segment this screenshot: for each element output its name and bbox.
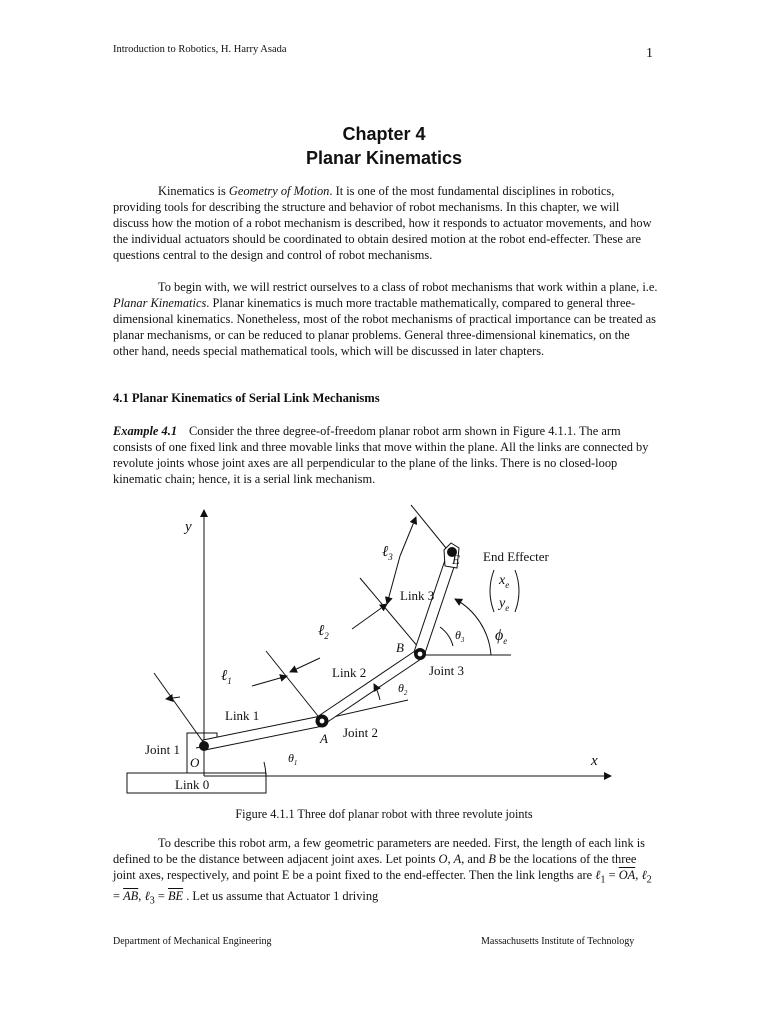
running-header: Introduction to Robotics, H. Harry Asada xyxy=(113,44,287,55)
term-geometry-of-motion: Geometry of Motion xyxy=(228,184,330,198)
link0-label: Link 0 xyxy=(175,777,210,792)
link3-body xyxy=(414,557,456,656)
l3-label: ℓ$_3$ xyxy=(382,544,393,562)
term-planar-kinematics: Planar Kinematics xyxy=(113,296,207,310)
theta2-label: $\theta_2$ xyxy=(398,681,408,697)
paragraph-3: To describe this robot arm, a few geometric parameters are needed. First, the length of each link is defined to be the distance between adjacent joint axes. Let points O, A, and B be the locations of the three joint axes, respectively, and point E be a point fixed to the end-effecter. Then the link lengths are ℓ$_1$ = $\overline{OA}$, ℓ$_2$ = $\overline{AB}$, ℓ$_3$ = $\overline{BE}$ . Let us assume that Actuator 1 driving xyxy=(113,836,652,907)
link2-label: Link 2 xyxy=(332,665,367,680)
joint1-circle xyxy=(199,741,209,751)
link3-label: Link 3 xyxy=(400,588,435,603)
dim-arrow-l3-bottom xyxy=(387,556,400,604)
phi-arc xyxy=(455,599,491,655)
dim-arrow-l2-right xyxy=(352,604,387,629)
pose-bracket-left xyxy=(490,570,494,612)
figure-caption: Figure 4.1.1 Three dof planar robot with three revolute joints xyxy=(235,807,533,821)
segment-oa: $\overline{OA}$ xyxy=(618,868,636,882)
l1-label: ℓ$_1$ xyxy=(221,668,232,686)
joint3-center xyxy=(418,652,423,657)
chapter-number: Chapter 4 xyxy=(342,124,426,144)
dim-arrow-l2-left xyxy=(290,658,320,672)
extension-line-e xyxy=(411,505,446,548)
chapter-title xyxy=(0,122,768,170)
page-number: 1 xyxy=(646,46,653,61)
point-a-label: A xyxy=(320,731,328,746)
dim-arrow-l3-top xyxy=(400,517,416,556)
point-e-label: E xyxy=(452,552,460,567)
robot-arm-figure xyxy=(113,498,658,798)
section-heading: 4.1 Planar Kinematics of Serial Link Mechanisms xyxy=(113,391,380,405)
link1-label: Link 1 xyxy=(225,708,260,723)
example-label: Example 4.1 xyxy=(113,424,178,438)
footer-left: Department of Mechanical Engineering xyxy=(113,936,272,947)
segment-ab: $\overline{AB}$ xyxy=(123,889,139,904)
ye-label: $y_e$ xyxy=(499,596,510,613)
xe-label: $x_e$ xyxy=(499,573,510,590)
point-o-label: O xyxy=(190,755,200,770)
dim-arrow-l1-right xyxy=(252,676,287,686)
joint3-label: Joint 3 xyxy=(429,663,465,678)
joint2-center xyxy=(320,719,325,724)
point-b-label: B xyxy=(396,640,404,655)
theta3-label: $\theta_3$ xyxy=(455,628,465,644)
pose-bracket-right xyxy=(515,570,519,612)
dim-arrow-l1-left xyxy=(166,697,180,699)
segment-be: $\overline{BE}$ xyxy=(167,889,184,904)
link1-body xyxy=(203,716,323,750)
x-axis-label: x xyxy=(591,753,598,769)
y-axis-label: y xyxy=(185,519,192,535)
extension-line-o xyxy=(154,673,206,746)
footer-right: Massachusetts Institute of Technology xyxy=(481,936,635,947)
joint1-label: Joint 1 xyxy=(145,742,181,757)
phi-e-label: $\phi_e$ xyxy=(495,627,508,646)
end-effecter-label: End Effecter xyxy=(483,549,549,564)
l2-label: ℓ$_2$ xyxy=(318,623,329,641)
intro-paragraph-1: Kinematics is Geometry of Motion. It is one of the most fundamental disciplines in robotics, providing tools for describing the structure and behavior of robot mechanisms. In this chapter, we will discuss how the motion of a robot mechanism is described, how it responds to actuator movements, and how the individual actuators should be coordinated to obtain desired motion at the robot end-effecter. These are questions central to the design and control of robot mechanisms. xyxy=(113,184,652,262)
chapter-name: Planar Kinematics xyxy=(305,148,463,168)
theta3-arc xyxy=(440,627,453,646)
intro-paragraph-2: To begin with, we will restrict ourselves to a class of robot mechanisms that work within a plane, i.e. Planar Kinematics. Planar kinematics is much more tractable mathematically, compared to general three-dimensional kinematics. Nonetheless, most of the robot mechanisms of practical importance can be treated as planar mechanisms, or can be reduced to planar problems. General three-dimensional kinematics, on the other hand, needs special mathematical tools, which will be discussed in later chapters. xyxy=(113,280,658,358)
link2-body xyxy=(317,651,421,725)
theta1-label: $\theta_1$ xyxy=(288,751,298,767)
example-paragraph: Example 4.1 Consider the three degree-of-freedom planar robot arm shown in Figure 4.1.1. The arm consists of one fixed link and three movable links that move within the plane. All the links are connected by revolute joints whose joint axes are all perpendicular to the plane of the links. There is no closed-loop kinematic chain; hence, it is a serial link mechanism. xyxy=(113,424,649,486)
joint2-label: Joint 2 xyxy=(343,725,379,740)
theta1-arc xyxy=(264,762,266,776)
